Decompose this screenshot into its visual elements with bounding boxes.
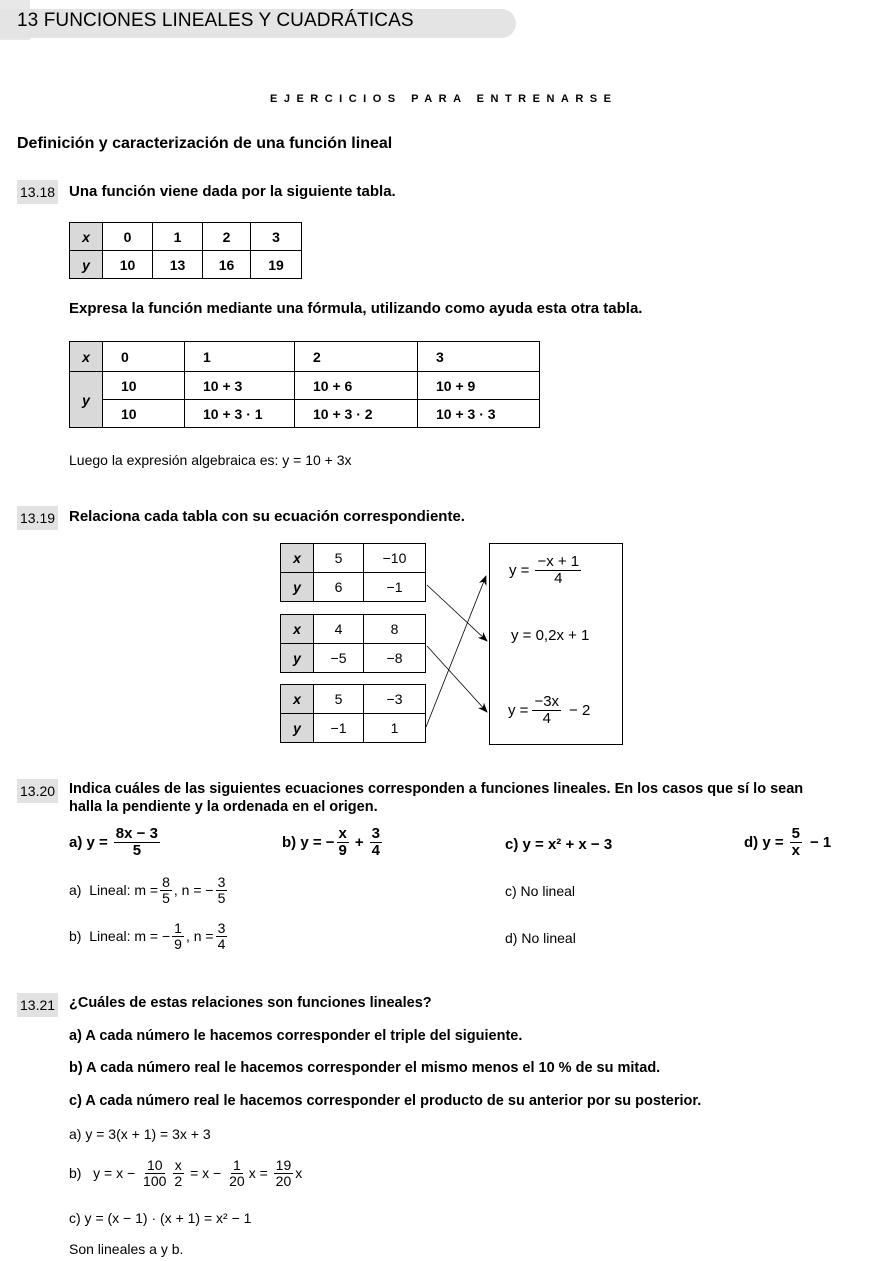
- table-cell: 5: [314, 544, 364, 573]
- table-cell: 19: [251, 251, 302, 279]
- exercise-13-21-item-b: b) A cada número real le hacemos corresponder el mismo menos el 10 % de su mitad.: [69, 1060, 661, 1076]
- fraction: $\frac{3}{4}$: [371, 825, 380, 859]
- arrow-table1-to-eq2: [427, 585, 487, 641]
- table-header-y: y: [70, 251, 103, 279]
- fraction: $\frac{19}{20}$: [275, 1157, 292, 1189]
- exercise-13-20-question-line2: halla la pendiente y la ordenada en el origen.: [69, 799, 378, 815]
- table-cell: 10 + 3: [185, 372, 295, 400]
- exercise-number-13-18: 13.18: [17, 180, 58, 204]
- answer-a: a) Lineal: m = $\frac{8}{5}$ , n = − $\frac{3}{5}$: [69, 874, 226, 906]
- table-cell: 10 + 9: [418, 372, 540, 400]
- equation-lhs: y =: [508, 701, 529, 719]
- table-cell: −10: [364, 544, 426, 573]
- value-table-13-18: [69, 222, 302, 279]
- table-cell: 10 + 6: [295, 372, 418, 400]
- exercise-number-13-19: 13.19: [17, 506, 58, 530]
- answer-b: b) Lineal: m = − $\frac{1}{9}$ , n = $\frac{3}{4}$: [69, 920, 226, 952]
- table-cell: −1: [364, 573, 426, 602]
- exercise-number-13-21: 13.21: [17, 993, 58, 1017]
- table-cell: 10: [103, 251, 153, 279]
- table-cell: 10 + 3 · 3: [418, 400, 540, 428]
- exercise-13-21-conclusion: Son lineales a y b.: [69, 1241, 184, 1257]
- answer-d: d) No lineal: [505, 930, 576, 946]
- table-cell: −5: [314, 644, 364, 673]
- table-cell: 10 + 3 · 2: [295, 400, 418, 428]
- exercise-number-13-20: 13.20: [17, 779, 58, 803]
- match-table-1: [280, 543, 426, 602]
- fraction: $\frac{1}{9}$: [174, 920, 182, 952]
- exercise-13-21-item-c: c) A cada número real le hacemos corresponder el producto de su anterior por su posterior.: [69, 1093, 702, 1109]
- section-kicker: EJERCICIOS PARA ENTRENARSE: [270, 93, 618, 105]
- table-cell: 3: [418, 342, 540, 372]
- table-cell: 1: [364, 714, 426, 743]
- table-cell: 1: [153, 223, 203, 251]
- fraction: $\frac{10}{100}$: [143, 1157, 167, 1189]
- table-cell: 10: [103, 400, 185, 428]
- fraction: $\frac{1}{20}$: [229, 1157, 245, 1189]
- fraction: $\frac{-3x}{4}$: [534, 693, 560, 727]
- equation-a: a) y = $\frac{8x - 3}{5}$: [69, 825, 158, 859]
- table-cell: 2: [203, 223, 251, 251]
- exercise-13-21-answer-b: b) y = x − $\frac{10}{100}$ $\frac{x}{2}$ = x − $\frac{1}{20}$ x = $\frac{19}{20}$ x: [69, 1157, 303, 1189]
- table-cell: 4: [314, 615, 364, 644]
- table-cell: 0: [103, 342, 185, 372]
- exercise-13-18-answer: Luego la expresión algebraica es: y = 10 + 3x: [69, 452, 352, 468]
- equation-c: c) y = x² + x − 3: [505, 836, 613, 853]
- fraction: $\frac{x}{9}$: [338, 825, 347, 859]
- table-cell: 6: [314, 573, 364, 602]
- fraction: $\frac{-x + 1}{4}$: [537, 553, 580, 587]
- table-cell: −8: [364, 644, 426, 673]
- table-cell: 10: [103, 372, 185, 400]
- fraction: $\frac{x}{2}$: [174, 1157, 183, 1189]
- equation-lhs: y =: [509, 561, 530, 579]
- exercise-13-20-question-line1: Indica cuáles de las siguientes ecuaciones corresponden a funciones lineales. En los casos que sí lo sean: [69, 781, 804, 797]
- fraction: $\frac{5}{x}$: [791, 825, 800, 859]
- table-cell: 10 + 3 · 1: [185, 400, 295, 428]
- equation-2: y = 0,2x + 1: [511, 627, 590, 644]
- table-header-x: x: [281, 615, 314, 644]
- exercise-13-18-instruction: Expresa la función mediante una fórmula, utilizando como ayuda esta otra tabla.: [69, 300, 643, 317]
- section-title: Definición y caracterización de una función lineal: [17, 135, 393, 152]
- fraction: $\frac{3}{4}$: [217, 920, 226, 952]
- table-header-x: x: [70, 223, 103, 251]
- table-cell: −3: [364, 685, 426, 714]
- table-cell: 8: [364, 615, 426, 644]
- chapter-title: 13 FUNCIONES LINEALES Y CUADRÁTICAS: [17, 10, 414, 31]
- table-cell: −1: [314, 714, 364, 743]
- equation-3: y = $\frac{-3x}{4}$ − 2: [508, 693, 591, 727]
- equation-1: [509, 554, 583, 587]
- table-cell: 13: [153, 251, 203, 279]
- match-table-2: [280, 614, 426, 673]
- exercise-13-21-item-a: a) A cada número le hacemos corresponder el triple del siguiente.: [69, 1028, 523, 1044]
- table-cell: 2: [295, 342, 418, 372]
- table-cell: 1: [185, 342, 295, 372]
- equation-b: b) y = − $\frac{x}{9}$ + $\frac{3}{4}$: [282, 825, 380, 859]
- answer-c: c) No lineal: [505, 883, 576, 899]
- table-header-y: y: [281, 644, 314, 673]
- matching-arrows: [420, 560, 495, 740]
- exercise-13-21-question: ¿Cuáles de estas relaciones son funciones lineales?: [69, 995, 432, 1011]
- table-cell: 3: [251, 223, 302, 251]
- fraction: $\frac{8}{5}$: [162, 874, 170, 906]
- table-cell: 16: [203, 251, 251, 279]
- table-header-y: y: [70, 372, 103, 428]
- exercise-13-19-question: Relaciona cada tabla con su ecuación correspondiente.: [69, 508, 465, 525]
- help-table-13-18: [69, 341, 540, 428]
- exercise-13-18-question: Una función viene dada por la siguiente tabla.: [69, 183, 396, 200]
- table-header-y: y: [281, 714, 314, 743]
- equation-d: d) y = $\frac{5}{x}$ − 1: [744, 825, 832, 859]
- table-header-y: y: [281, 573, 314, 602]
- fraction: $\frac{3}{5}$: [217, 874, 226, 906]
- table-header-x: x: [70, 342, 103, 372]
- table-cell: 5: [314, 685, 364, 714]
- exercise-13-21-answer-c: c) y = (x − 1) · (x + 1) = x² − 1: [69, 1210, 252, 1226]
- match-table-3: [280, 684, 426, 743]
- arrow-table3-to-eq1: [426, 576, 486, 727]
- table-cell: 0: [103, 223, 153, 251]
- exercise-13-21-answer-a: a) y = 3(x + 1) = 3x + 3: [69, 1126, 211, 1142]
- table-header-x: x: [281, 544, 314, 573]
- fraction: $\frac{8x - 3}{5}$: [115, 825, 158, 859]
- table-header-x: x: [281, 685, 314, 714]
